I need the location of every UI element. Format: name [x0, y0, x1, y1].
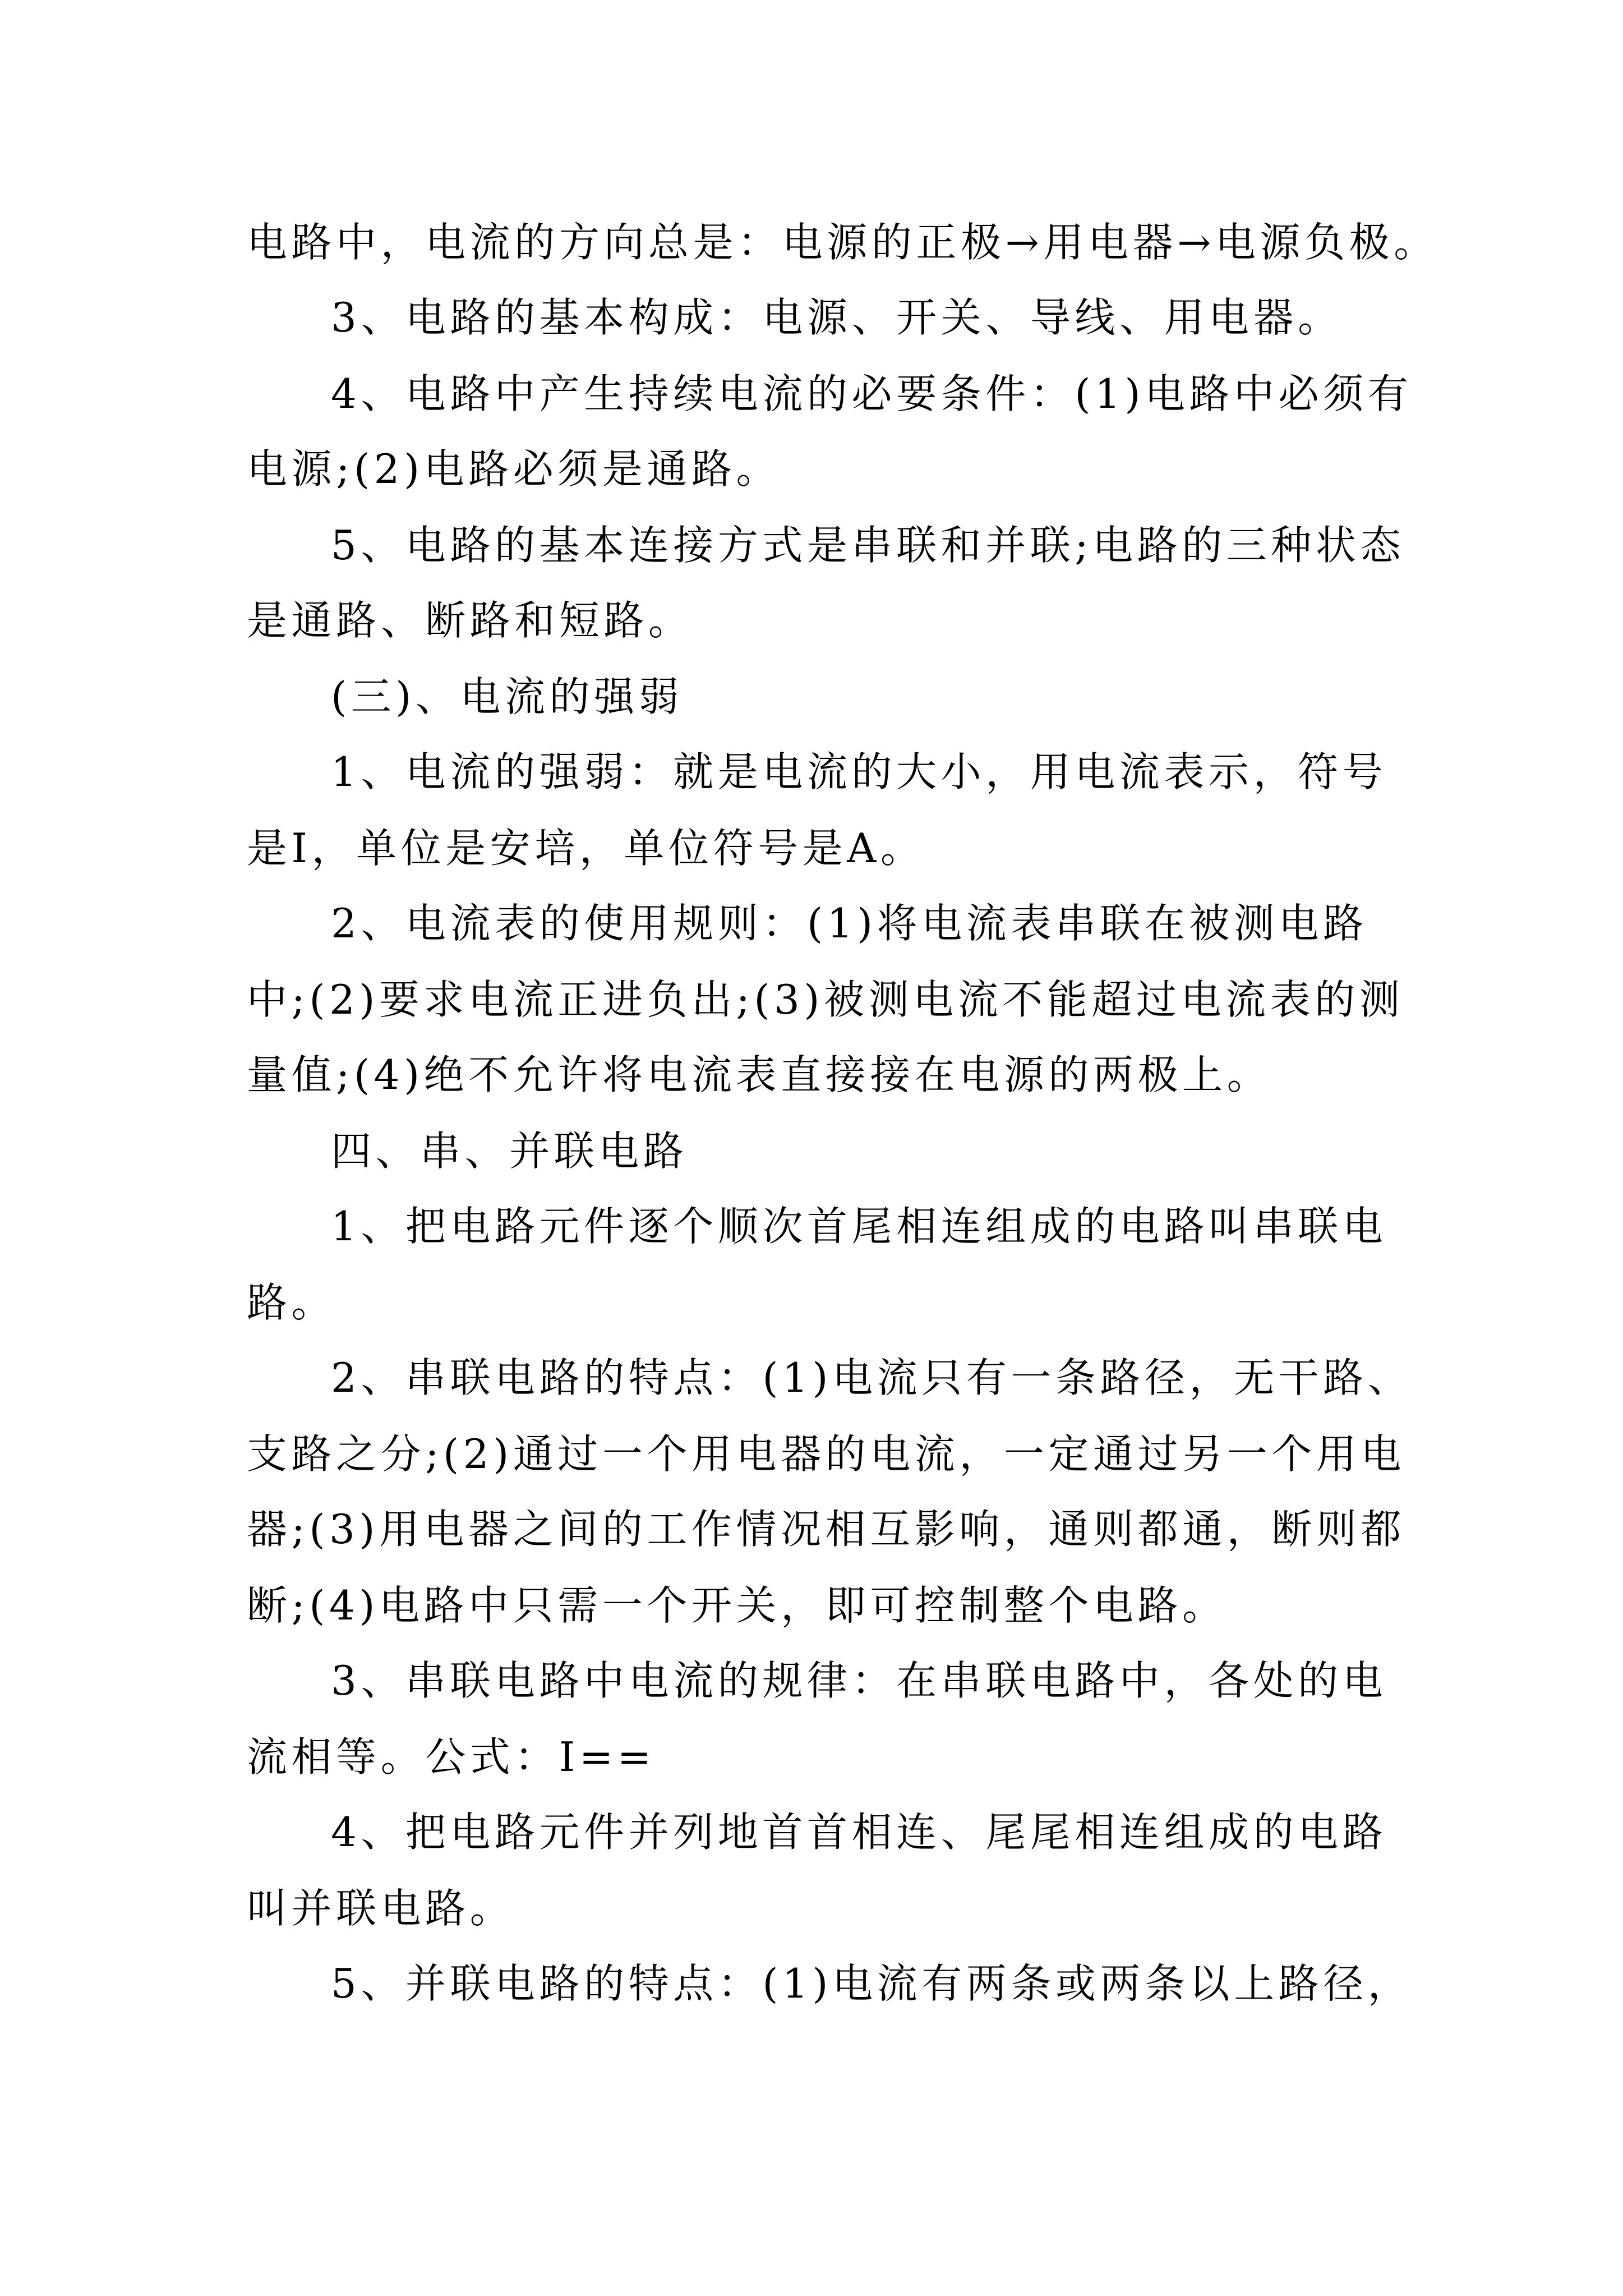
text-line: 5、电路的基本连接方式是串联和并联;电路的三种状态: [331, 522, 1405, 569]
text-line: 3、电路的基本构成：电源、开关、导线、用电器。: [331, 294, 1343, 341]
text-line: 叫并联电路。: [247, 1885, 515, 1932]
text-line: 2、串联电路的特点：(1)电流只有一条路径，无干路、: [331, 1354, 1413, 1401]
text-line: 器;(3)用电器之间的工作情况相互影响，通则都通，断则都: [247, 1506, 1405, 1553]
text-line: 5、并联电路的特点：(1)电流有两条或两条以上路径，: [331, 1960, 1413, 2007]
text-line: 3、串联电路中电流的规律：在串联电路中，各处的电: [331, 1657, 1387, 1704]
text-line: 量值;(4)绝不允许将电流表直接接在电源的两极上。: [247, 1051, 1272, 1098]
text-line: 支路之分;(2)通过一个用电器的电流，一定通过另一个用电: [247, 1430, 1405, 1478]
text-line: 2、电流表的使用规则：(1)将电流表串联在被测电路: [331, 900, 1368, 947]
text-line: 流相等。公式：I==: [247, 1733, 656, 1780]
text-line: 电源;(2)电路必须是通路。: [247, 445, 781, 493]
text-line: 中;(2)要求电流正进负出;(3)被测电流不能超过电流表的测: [247, 976, 1404, 1023]
text-line: 1、把电路元件逐个顺次首尾相连组成的电路叫串联电: [331, 1203, 1387, 1250]
section-heading: 四、串、并联电路: [331, 1128, 688, 1175]
text-line: 4、电路中产生持续电流的必要条件：(1)电路中必须有: [331, 370, 1413, 417]
text-line: 断;(4)电路中只需一个开关，即可控制整个电路。: [247, 1582, 1227, 1629]
text-line: 4、把电路元件并列地首首相连、尾尾相连组成的电路: [331, 1809, 1387, 1856]
text-line: 是通路、断路和短路。: [247, 597, 693, 644]
section-heading: (三)、电流的强弱: [331, 673, 684, 720]
text-line: 是I，单位是安培，单位符号是A。: [247, 825, 925, 872]
text-line: 1、电流的强弱：就是电流的大小，用电流表示，符号: [331, 748, 1387, 795]
text-line: 路。: [247, 1279, 336, 1326]
text-line: 电路中，电流的方向总是：电源的正极→用电器→电源负极。: [247, 219, 1438, 266]
